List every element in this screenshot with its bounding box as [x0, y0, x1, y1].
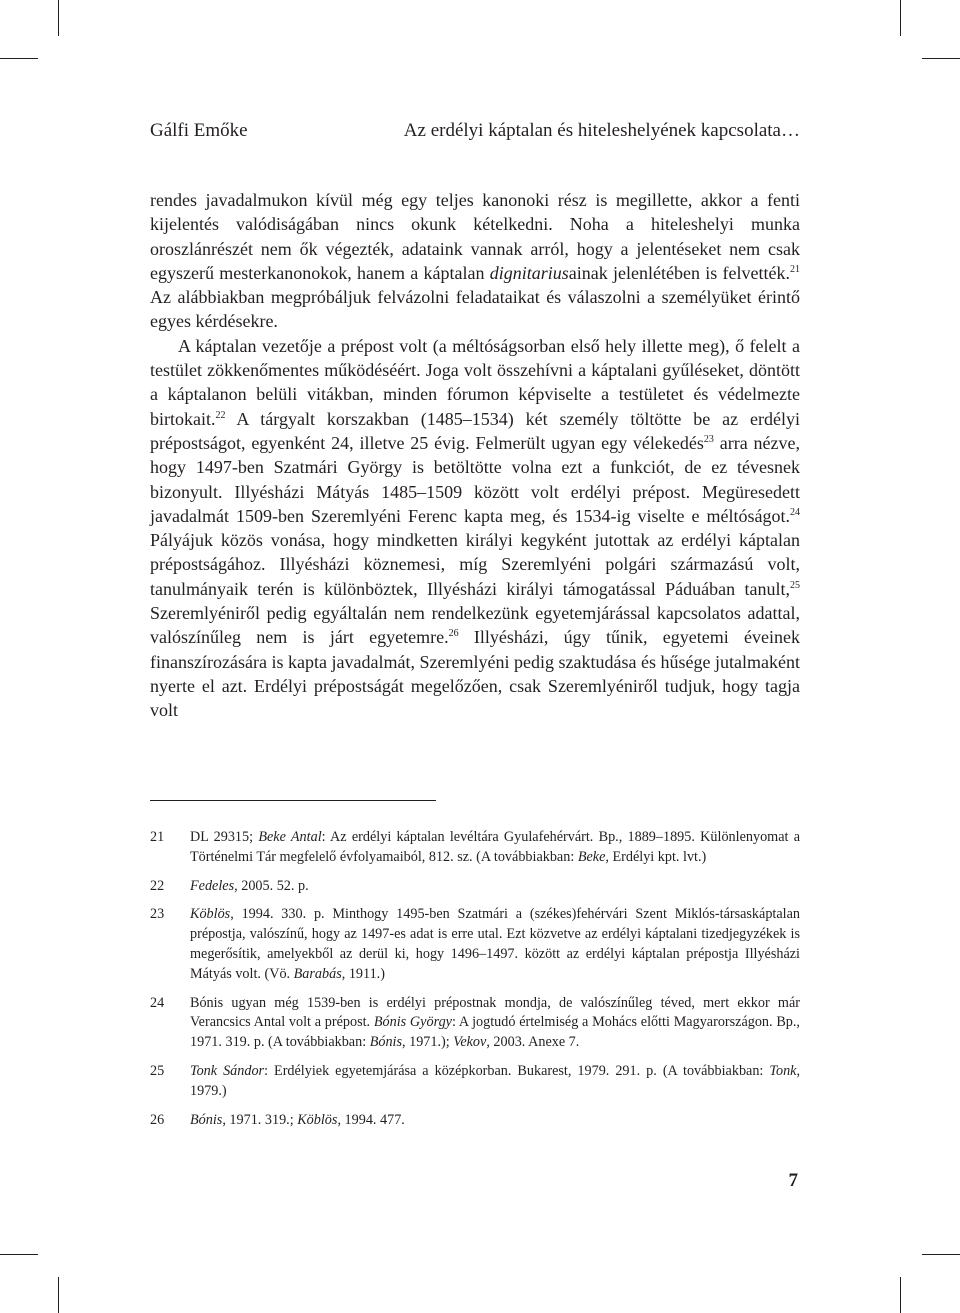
text-run: Szeremlyéniről pedig egyáltalán nem rendelkezünk egyetemjárással kapcsolatos adattal, valószínűleg nem is járt egyetemre. — [150, 603, 800, 648]
crop-mark-left-bottom — [0, 1254, 38, 1255]
footnote-26 — [150, 1111, 800, 1131]
footnote-ref-24[interactable]: 24 — [790, 506, 800, 518]
crop-mark-bottom-left — [58, 1277, 59, 1313]
crop-mark-top-right — [900, 0, 901, 36]
footnote-number: 23 — [150, 906, 165, 923]
footnote-text: Köblös, 1994. 330. p. Minthogy 1495-ben Szatmári a (székes)fehérvári Szent Miklós-társaskáptalan prépostja, valószínű, hogy az 1497-es adat is erre utal. Ezt közvetve az erdélyi káptalani tizedjegyzékek is megerősítik, amelyekből az derül ki, hogy 1496–1497. között az erdélyi káptalan prépostja Illyésházi Mátyás volt. (Vö. Barabás, 1911.) — [190, 906, 800, 982]
text-run: Az alábbiakban megpróbáljuk felvázolni feladataikat és válaszolni a személyüket érintő egyes kérdésekre. — [150, 287, 800, 332]
paragraph-1 — [150, 188, 800, 334]
page-number: 7 — [788, 1170, 798, 1191]
crop-mark-right-top — [922, 58, 960, 59]
crop-mark-bottom-right — [900, 1277, 901, 1313]
footnote-text: Tonk Sándor: Erdélyiek egyetemjárása a középkorban. Bukarest, 1979. 291. p. (A továbbiakban: Tonk, 1979.) — [190, 1062, 801, 1099]
footnote-ref-23[interactable]: 23 — [703, 433, 714, 445]
text-run: ainak jelenlétében is felvették. — [568, 262, 791, 283]
footnote-text: DL 29315; Beke Antal: Az erdélyi káptalan levéltára Gyulafehérvárt. Bp., 1889–1895. Különlenyomat a Történelmi Tár megfelelő évfolyamaiból, 812. sz. (A továbbiakban: Beke, Erdélyi kpt. lvt.) — [190, 829, 801, 865]
footnote-ref-22[interactable]: 22 — [215, 409, 226, 421]
text-run: A káptalan vezetője a prépost volt (a méltóságsorban első hely illette meg), ő felelt a testület zökkenőmentes működéséért. Joga volt összehívni a káptalani gyűléseket, döntött a káptalanon belüli vitákban, minden fórumon képviselte a testületet és védelmezte birtokait. — [150, 335, 800, 429]
footnote-number: 25 — [150, 1062, 165, 1079]
footnote-23 — [150, 905, 800, 984]
running-header — [150, 120, 800, 142]
footnote-22 — [150, 877, 800, 897]
footnote-21 — [150, 828, 800, 868]
text-run: arra nézve, hogy 1497-ben Szatmári György is betöltötte volna ezt a funkciót, de ez tévesnek bizonyult. Illyésházi Mátyás 1485–1509 között volt erdélyi prépost. Megüresedett javadalmát 1509-ben Szeremlyéni Ferenc kapta meg, és 1534-ig viselte e méltóságot. — [150, 432, 800, 526]
header-author: Gálfi Emőke — [150, 120, 248, 141]
text-run: Illyésházi, úgy tűnik, egyetemi éveinek finanszírozására is kapta javadalmát, Szeremlyéni pedig szaktudása és hűsége jutalmaként nyerte el azt. Erdélyi prépostságát megelőzően, csak Szeremlyéniről tudjuk, hogy tagja volt — [150, 627, 800, 721]
crop-mark-top-left — [58, 0, 59, 36]
footnote-text: Bónis ugyan még 1539-ben is erdélyi prépostnak mondja, de valószínűleg téved, mert ekkor már Verancsics Antal volt a prépost. Bónis György: A jogtudó értelmiség a Mohács előtti Magyarországon. Bp., 1971. 319. p. (A továbbiakban: Bónis, 1971.); Vekov, 2003. Anexe 7. — [190, 994, 800, 1051]
crop-mark-left-top — [0, 58, 38, 59]
footnote-number: 21 — [150, 829, 165, 845]
text-run: A tárgyalt korszakban (1485–1534) két személy töltötte be az erdélyi prépostságot, egyenként 24, illetve 25 évig. Felmerült ugyan egy vélekedés — [150, 408, 800, 453]
italic-term: dignitarius — [489, 262, 569, 283]
text-run: Pályájuk közös vonása, hogy mindketten királyi kegyként jutottak az erdélyi káptalan prépostságához. Illyésházi köznemesi, míg Szeremlyéni polgári származású volt, tanulmányaik terén is különböztek, Illyésházi királyi támogatással Páduában tanult, — [150, 530, 800, 599]
crop-mark-right-bottom — [922, 1254, 960, 1255]
footnote-ref-25[interactable]: 25 — [790, 579, 800, 591]
footnote-ref-26[interactable]: 26 — [448, 628, 459, 640]
footnotes — [150, 828, 800, 1139]
body-text — [150, 188, 800, 723]
footnote-separator — [150, 800, 436, 801]
footnote-ref-21[interactable]: 21 — [790, 263, 801, 275]
paragraph-2 — [150, 334, 800, 723]
footnote-number: 22 — [150, 877, 165, 894]
footnote-25 — [150, 1062, 800, 1102]
header-title: Az erdélyi káptalan és hiteleshelyének kapcsolata… — [403, 120, 800, 141]
footnote-24 — [150, 994, 800, 1053]
text-run: rendes javadalmukon kívül még egy teljes kanonoki rész is megillette, akkor a fenti kijelentés valódiságában nincs okunk kételkedni. Noha a hiteleshelyi munka oroszlánrészét nem ők végezték, adataink vannak arról, hogy a jelentéseket nem csak egyszerű mesterkanonokok, hanem a káptalan — [150, 190, 800, 283]
footnote-number: 26 — [150, 1111, 165, 1128]
footnote-text: Fedeles, 2005. 52. p. — [190, 877, 309, 894]
footnote-number: 24 — [150, 994, 165, 1011]
footnote-text: Bónis, 1971. 319.; Köblös, 1994. 477. — [190, 1111, 405, 1128]
